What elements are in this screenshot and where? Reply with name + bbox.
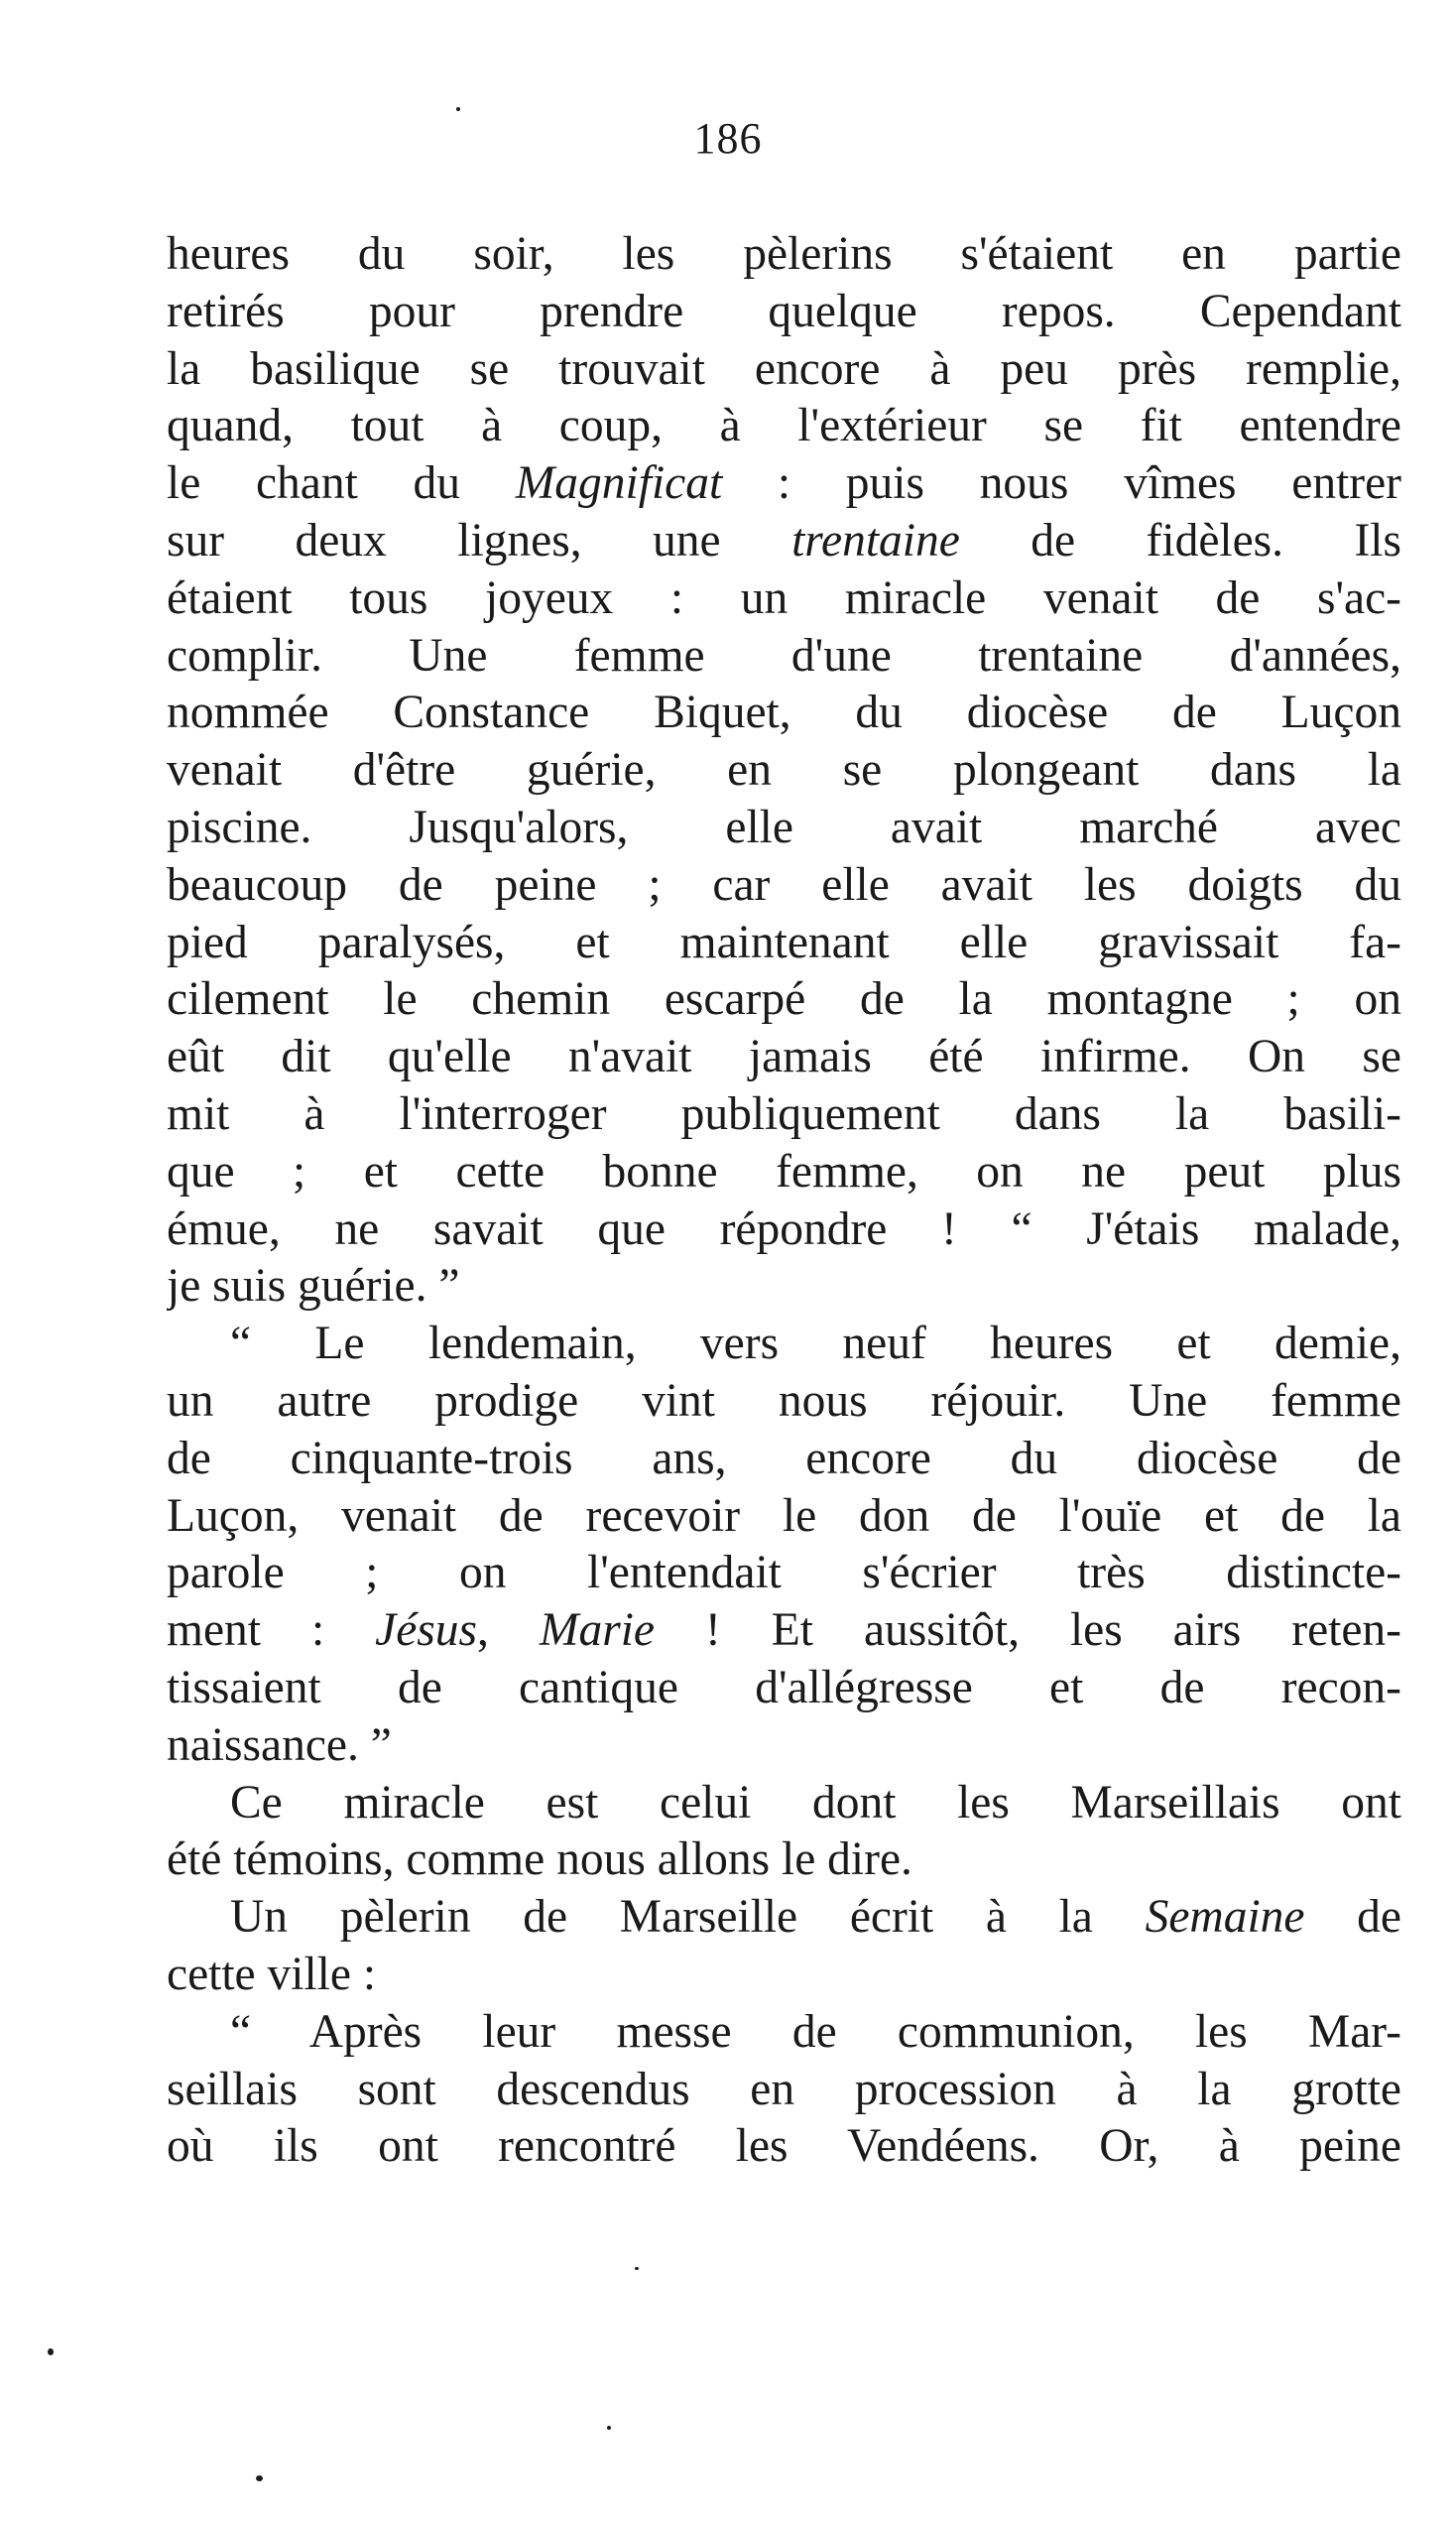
text-run: heures du soir, les pèlerins s'étaient en partie [167,228,1401,280]
text-line [167,570,1401,628]
text-run: je suis guérie. ” [167,1260,460,1313]
text-run: Un pèlerin de Marseille écrit à la [230,1891,1146,1944]
text-run: été témoins, comme nous allons le dire. [167,1833,912,1886]
text-line [167,1144,1401,1201]
text-run: de [1304,1891,1401,1944]
text-run: retirés pour prendre quelque repos. Cependant [167,285,1401,337]
italic-text: Jésus [375,1604,478,1657]
text-run: émue, ne savait que répondre ! “ J'étais malade, [167,1202,1401,1255]
text-run: sur deux lignes, une [167,514,792,567]
text-line [167,1889,1401,1947]
text-run: beaucoup de peine ; car elle avait les doigts du [167,858,1401,911]
italic-text: Semaine [1145,1891,1305,1944]
text-line [167,284,1401,341]
text-run: tissaient de cantique d'allégresse et de recon- [167,1661,1401,1713]
text-run: nommée Constance Biquet, du diocèse de Luçon [167,687,1401,739]
text-run: étaient tous joyeux : un miracle venait de s'ac- [167,571,1401,624]
text-run: le chant du [167,457,516,510]
text-run: de cinquante-trois ans, encore du diocèse de [167,1432,1401,1484]
text-run: pied paralysés, et maintenant elle gravissait fa- [167,916,1401,968]
text-run: Luçon, venait de recevoir le don de l'ouïe et de la [167,1489,1401,1542]
text-run: “ Le lendemain, vers neuf heures et demie, [230,1318,1401,1370]
text-line [167,1316,1401,1373]
text-run: cilement le chemin escarpé de la montagne ; on [167,973,1401,1026]
text-line [167,685,1401,742]
text-run: où ils ont rencontré les Vendéens. Or, à peine [167,2120,1401,2173]
text-line [167,628,1401,686]
italic-text: Magnificat [515,457,723,510]
text-line [167,1488,1401,1546]
scan-speck [48,2348,54,2355]
text-run: parole ; on l'entendait s'écrier très distincte- [167,1547,1401,1599]
italic-text: trentaine [791,514,960,567]
text-run: seillais sont descendus en procession à la grotte [167,2063,1401,2115]
text-line [167,398,1401,455]
text-run: quand, tout à coup, à l'extérieur se fit entendre [167,400,1401,452]
scan-speck [256,2475,263,2481]
scan-speck [607,2426,611,2430]
text-line [167,1029,1401,1086]
text-line [167,915,1401,972]
text-line [167,1775,1401,1832]
text-line [167,857,1401,915]
text-run: ment : [167,1604,376,1657]
text-run: la basilique se trouvait encore à peu près remplie, [167,342,1401,395]
text-run: cette ville : [167,1948,377,2000]
text-line [167,1545,1401,1602]
text-line [167,1660,1401,1717]
text-run: : puis nous vîmes entrer [722,457,1401,510]
text-run: que ; et cette bonne femme, on ne peut plus [167,1145,1401,1198]
text-line [167,1947,1401,2004]
text-line [167,2004,1401,2062]
text-run: naissance. ” [167,1718,392,1771]
text-run: complir. Une femme d'une trentaine d'années, [167,629,1401,682]
page-number: 186 [693,114,763,163]
text-line [167,1431,1401,1488]
text-line [167,742,1401,800]
text-line [167,2118,1401,2176]
italic-text: Marie [539,1604,655,1657]
text-line [167,1717,1401,1775]
text-line [167,226,1401,284]
text-run: de fidèles. Ils [959,514,1401,567]
text-line [167,2062,1401,2119]
text-line [167,513,1401,570]
text-run: Ce miracle est celui dont les Marseillais ont [230,1776,1401,1829]
text-line [167,341,1401,399]
text-line [167,800,1401,857]
text-line [167,1831,1401,1889]
text-run: “ Après leur messe de communion, les Mar- [230,2005,1401,2058]
text-line [167,1201,1401,1259]
text-line [167,1602,1401,1660]
text-run: piscine. Jusqu'alors, elle avait marché avec [167,801,1401,853]
scan-speck [456,107,460,111]
text-line [167,1373,1401,1431]
text-line [167,1258,1401,1316]
scan-speck [635,2267,639,2270]
text-line [167,971,1401,1029]
body-text [167,226,1401,2176]
text-run: eût dit qu'elle n'avait jamais été infirme. On se [167,1031,1401,1083]
text-line [167,455,1401,513]
text-line [167,1086,1401,1144]
text-run: venait d'être guérie, en se plongeant dans la [167,744,1401,797]
text-run: , [477,1604,540,1657]
text-run: ! Et aussitôt, les airs reten- [654,1604,1401,1657]
text-run: mit à l'interroger publiquement dans la basili- [167,1087,1401,1140]
text-run: un autre prodige vint nous réjouir. Une femme [167,1374,1401,1427]
